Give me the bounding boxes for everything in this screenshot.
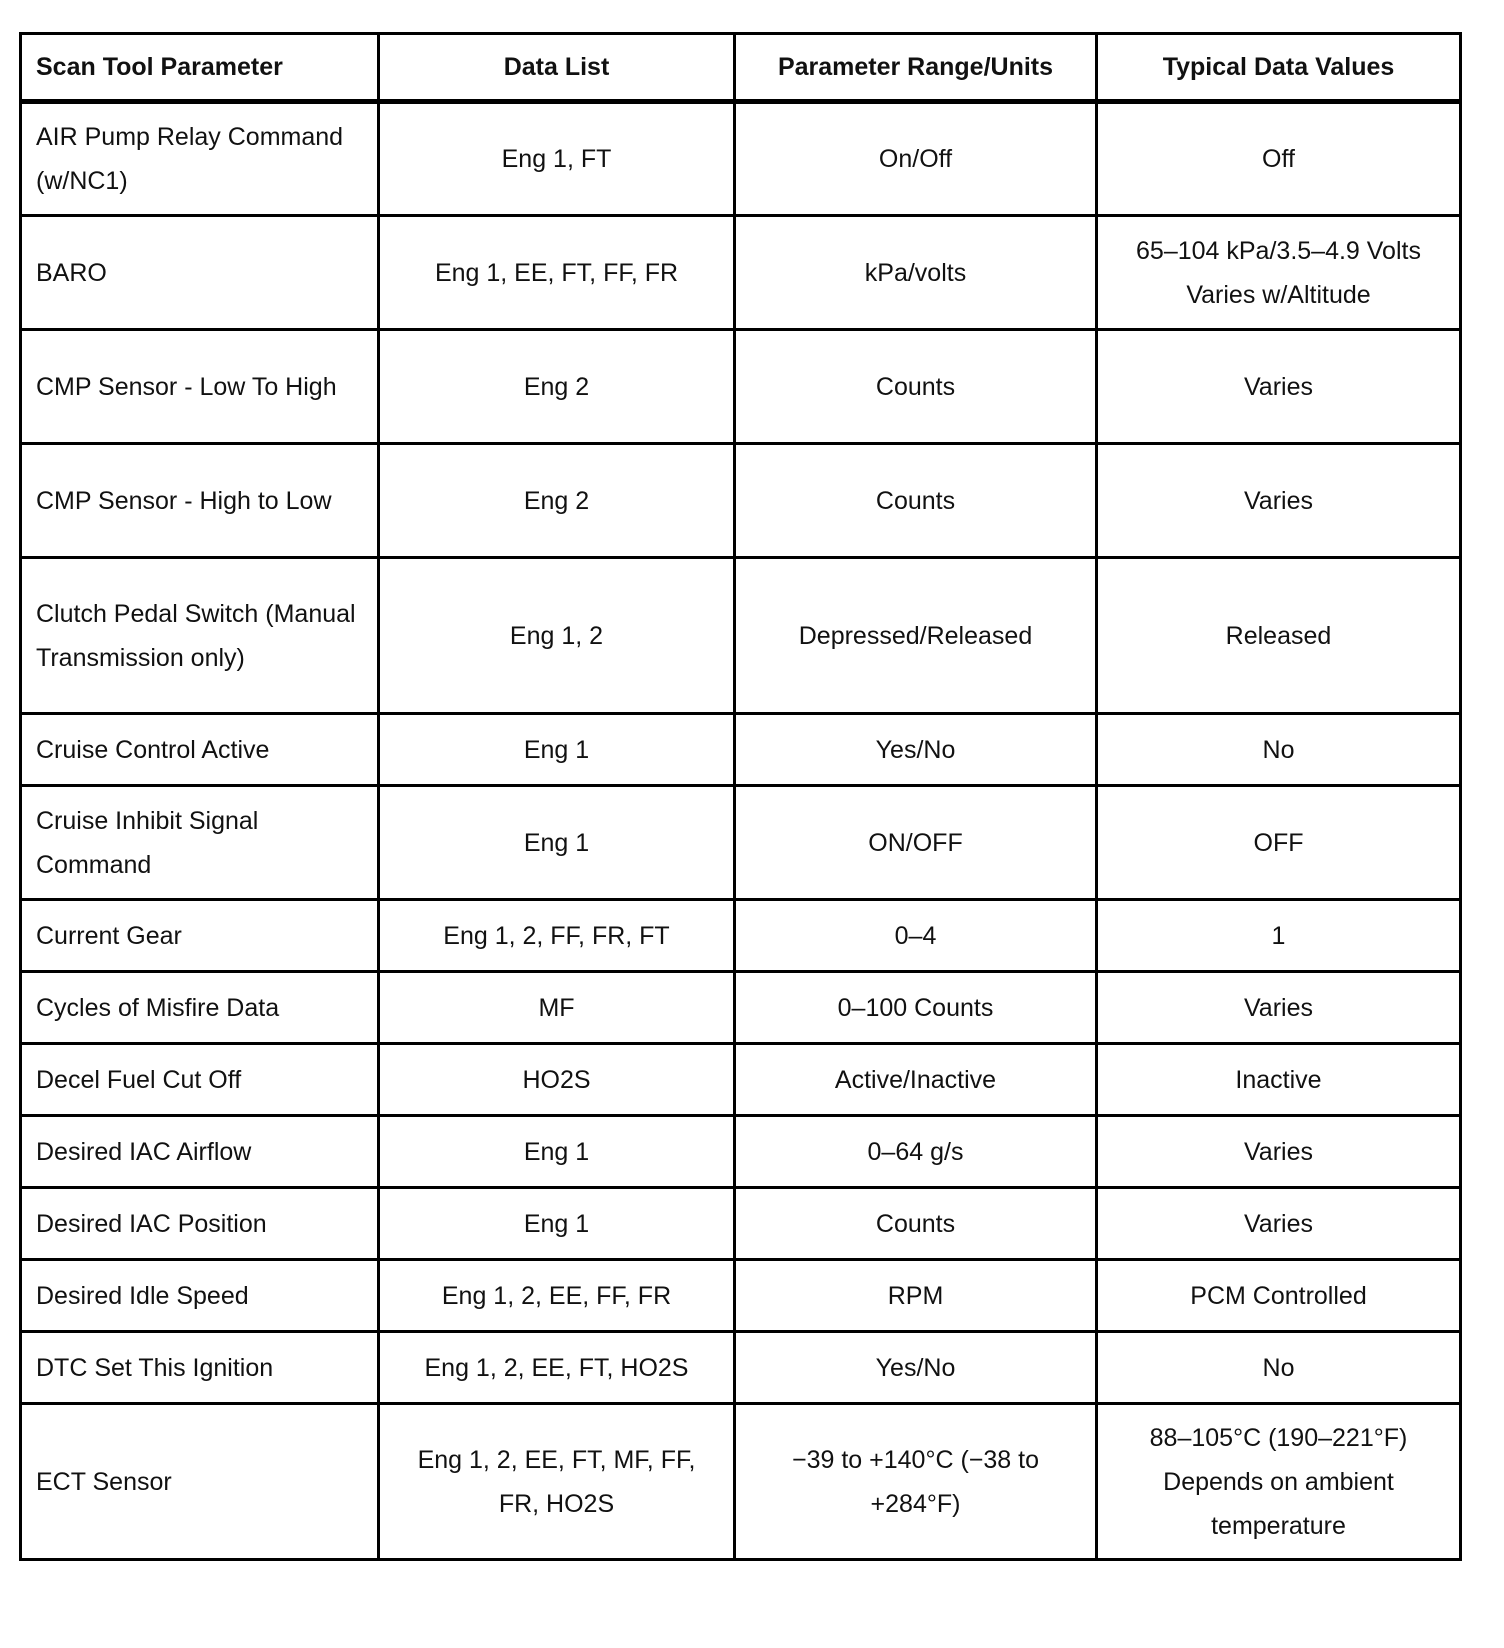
column-header-scan-tool-parameter: Scan Tool Parameter: [21, 34, 379, 102]
table-row: [21, 972, 1461, 1044]
spec-sheet: [19, 32, 1459, 1561]
cell-parameter: CMP Sensor - High to Low: [21, 444, 379, 558]
cell-data-list: MF: [379, 972, 735, 1044]
cell-typical-value: OFF: [1097, 786, 1461, 900]
cell-parameter: Current Gear: [21, 900, 379, 972]
cell-parameter: DTC Set This Ignition: [21, 1332, 379, 1404]
cell-parameter: Desired IAC Position: [21, 1188, 379, 1260]
cell-range-units: Yes/No: [735, 714, 1097, 786]
table-row: [21, 216, 1461, 330]
cell-range-units: 0–4: [735, 900, 1097, 972]
cell-data-list: Eng 1, 2: [379, 558, 735, 714]
cell-range-units: kPa/volts: [735, 216, 1097, 330]
table-row: [21, 786, 1461, 900]
cell-range-units: Counts: [735, 444, 1097, 558]
cell-parameter: Clutch Pedal Switch (Manual Transmission only): [21, 558, 379, 714]
cell-typical-value: PCM Controlled: [1097, 1260, 1461, 1332]
cell-typical-value: 88–105°C (190–221°F) Depends on ambient temperature: [1097, 1404, 1461, 1560]
column-header-data-list: Data List: [379, 34, 735, 102]
cell-typical-value: Off: [1097, 102, 1461, 216]
table-row: [21, 1404, 1461, 1560]
table-row: [21, 1260, 1461, 1332]
cell-parameter: Decel Fuel Cut Off: [21, 1044, 379, 1116]
cell-typical-value: No: [1097, 714, 1461, 786]
table-row: [21, 1188, 1461, 1260]
cell-range-units: 0–64 g/s: [735, 1116, 1097, 1188]
table-row: [21, 1044, 1461, 1116]
cell-typical-value: Varies: [1097, 330, 1461, 444]
cell-typical-value: 1: [1097, 900, 1461, 972]
table-row: [21, 1332, 1461, 1404]
table-header-row: [21, 34, 1461, 102]
cell-data-list: Eng 1, 2, EE, FF, FR: [379, 1260, 735, 1332]
cell-data-list: Eng 1, 2, EE, FT, HO2S: [379, 1332, 735, 1404]
cell-parameter: AIR Pump Relay Command (w/NC1): [21, 102, 379, 216]
cell-parameter: Cruise Control Active: [21, 714, 379, 786]
cell-data-list: Eng 1, 2, FF, FR, FT: [379, 900, 735, 972]
table-row: [21, 558, 1461, 714]
cell-typical-value: Varies: [1097, 1116, 1461, 1188]
cell-data-list: Eng 1, FT: [379, 102, 735, 216]
cell-range-units: 0–100 Counts: [735, 972, 1097, 1044]
cell-data-list: Eng 1: [379, 1116, 735, 1188]
cell-range-units: Counts: [735, 1188, 1097, 1260]
table-row: [21, 330, 1461, 444]
cell-range-units: Depressed/Released: [735, 558, 1097, 714]
cell-range-units: −39 to +140°C (−38 to +284°F): [735, 1404, 1097, 1560]
cell-data-list: Eng 2: [379, 330, 735, 444]
table-row: [21, 714, 1461, 786]
cell-typical-value: Varies: [1097, 1188, 1461, 1260]
table-row: [21, 444, 1461, 558]
cell-range-units: Active/Inactive: [735, 1044, 1097, 1116]
table-row: [21, 1116, 1461, 1188]
cell-data-list: Eng 1, 2, EE, FT, MF, FF, FR, HO2S: [379, 1404, 735, 1560]
cell-parameter: ECT Sensor: [21, 1404, 379, 1560]
cell-typical-value: 65–104 kPa/3.5–4.9 Volts Varies w/Altitude: [1097, 216, 1461, 330]
cell-data-list: Eng 1: [379, 786, 735, 900]
cell-parameter: Desired IAC Airflow: [21, 1116, 379, 1188]
cell-range-units: Counts: [735, 330, 1097, 444]
cell-range-units: ON/OFF: [735, 786, 1097, 900]
cell-range-units: RPM: [735, 1260, 1097, 1332]
cell-data-list: Eng 1: [379, 1188, 735, 1260]
cell-typical-value: Released: [1097, 558, 1461, 714]
cell-parameter: Desired Idle Speed: [21, 1260, 379, 1332]
cell-parameter: Cruise Inhibit Signal Command: [21, 786, 379, 900]
cell-data-list: HO2S: [379, 1044, 735, 1116]
cell-parameter: BARO: [21, 216, 379, 330]
cell-typical-value: Inactive: [1097, 1044, 1461, 1116]
column-header-parameter-range-units: Parameter Range/Units: [735, 34, 1097, 102]
cell-range-units: On/Off: [735, 102, 1097, 216]
table-row: [21, 900, 1461, 972]
cell-data-list: Eng 1: [379, 714, 735, 786]
cell-parameter: Cycles of Misfire Data: [21, 972, 379, 1044]
scan-tool-parameter-table: [19, 32, 1462, 1561]
cell-typical-value: Varies: [1097, 972, 1461, 1044]
cell-typical-value: No: [1097, 1332, 1461, 1404]
table-row: [21, 102, 1461, 216]
cell-range-units: Yes/No: [735, 1332, 1097, 1404]
cell-data-list: Eng 2: [379, 444, 735, 558]
cell-typical-value: Varies: [1097, 444, 1461, 558]
column-header-typical-data-values: Typical Data Values: [1097, 34, 1461, 102]
cell-parameter: CMP Sensor - Low To High: [21, 330, 379, 444]
cell-data-list: Eng 1, EE, FT, FF, FR: [379, 216, 735, 330]
